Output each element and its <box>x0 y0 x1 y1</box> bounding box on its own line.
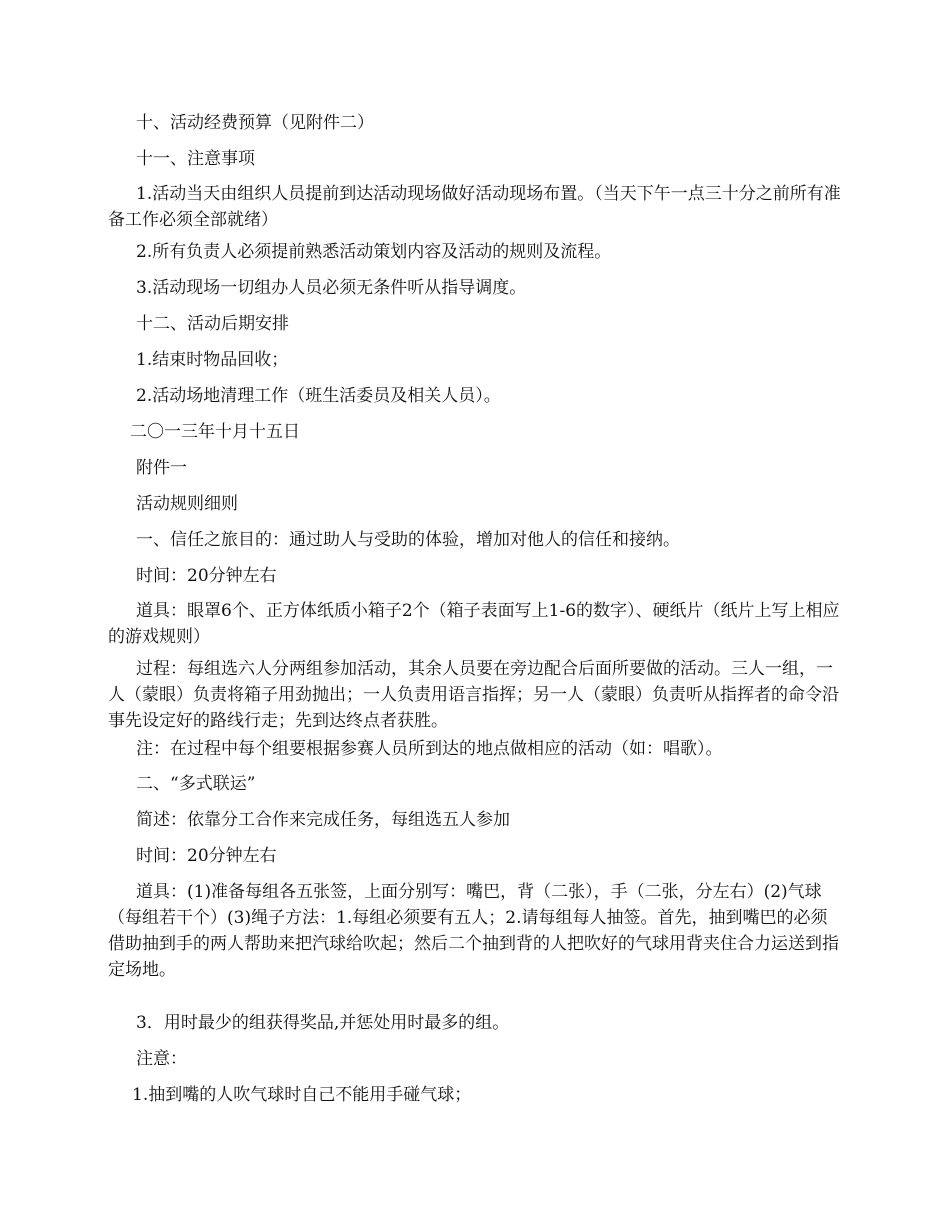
activity-2-award: 3．用时最少的组获得奖品,并惩处用时最多的组。 <box>136 1013 510 1033</box>
activity-2-time: 时间：20分钟左右 <box>136 846 277 866</box>
note-item-2: 2.所有负责人必须提前熟悉活动策划内容及活动的规则及流程。 <box>136 242 612 262</box>
activity-1-heading: 一、信任之旅目的：通过助人与受助的体验，增加对他人的信任和接纳。 <box>136 530 680 550</box>
followup-item-1: 1.结束时物品回收； <box>136 350 289 370</box>
note-item-3: 3.活动现场一切组办人员必须无条件听从指导调度。 <box>136 278 527 298</box>
activity-2-props: 道具：(1)准备每组各五张签，上面分别写：嘴巴，背（二张），手（二张，分左右）(2)气球（每组若干个）(3)绳子方法：1.每组必须要有五人；2.请每组每人抽签。首先，抽到嘴巴的必须借助抽到手的两人帮助来把汽球给吹起；然后二个抽到背的人把吹好的气球用背夹住合力运送到指定场地。 <box>108 882 839 980</box>
activity-1-note: 注：在过程中每个组要根据参赛人员所到达的地点做相应的活动（如：唱歌）。 <box>136 739 723 759</box>
activity-2-caution-1: 1.抽到嘴的人吹气球时自己不能用手碰气球； <box>132 1085 472 1105</box>
section-heading-notes: 十一、注意事项 <box>136 149 255 169</box>
document-date: 二〇一三年十月十五日 <box>130 422 300 442</box>
section-heading-budget: 十、活动经费预算（见附件二） <box>136 113 374 133</box>
rules-title: 活动规则细则 <box>136 494 238 514</box>
activity-1-process: 过程：每组选六人分两组参加活动，其余人员要在旁边配合后面所要做的活动。三人一组，一人（蒙眼）负责将箱子用劲抛出；一人负责用语言指挥；另一人（蒙眼）负责听从指挥者的命令沿事先设定好的路线行走；先到达终点者获胜。 <box>108 659 839 731</box>
activity-1-props: 道具：眼罩6个、正方体纸质小箱子2个（箱子表面写上1-6的数字）、硬纸片（纸片上写上相应的游戏规则） <box>108 601 840 647</box>
activity-2-heading: 二、“多式联运” <box>136 774 256 794</box>
followup-item-2: 2.活动场地清理工作（班生活委员及相关人员）。 <box>136 386 501 406</box>
activity-1-time: 时间：20分钟左右 <box>136 566 277 586</box>
section-heading-followup: 十二、活动后期安排 <box>136 314 289 334</box>
appendix-title: 附件一 <box>136 458 187 478</box>
note-item-1: 1.活动当天由组织人员提前到达活动现场做好活动现场布置。（当天下午一点三十分之前所有准备工作必须全部就绪） <box>108 184 841 230</box>
activity-2-summary: 简述：依靠分工合作来完成任务，每组选五人参加 <box>136 810 510 830</box>
activity-2-caution-heading: 注意： <box>136 1049 187 1069</box>
